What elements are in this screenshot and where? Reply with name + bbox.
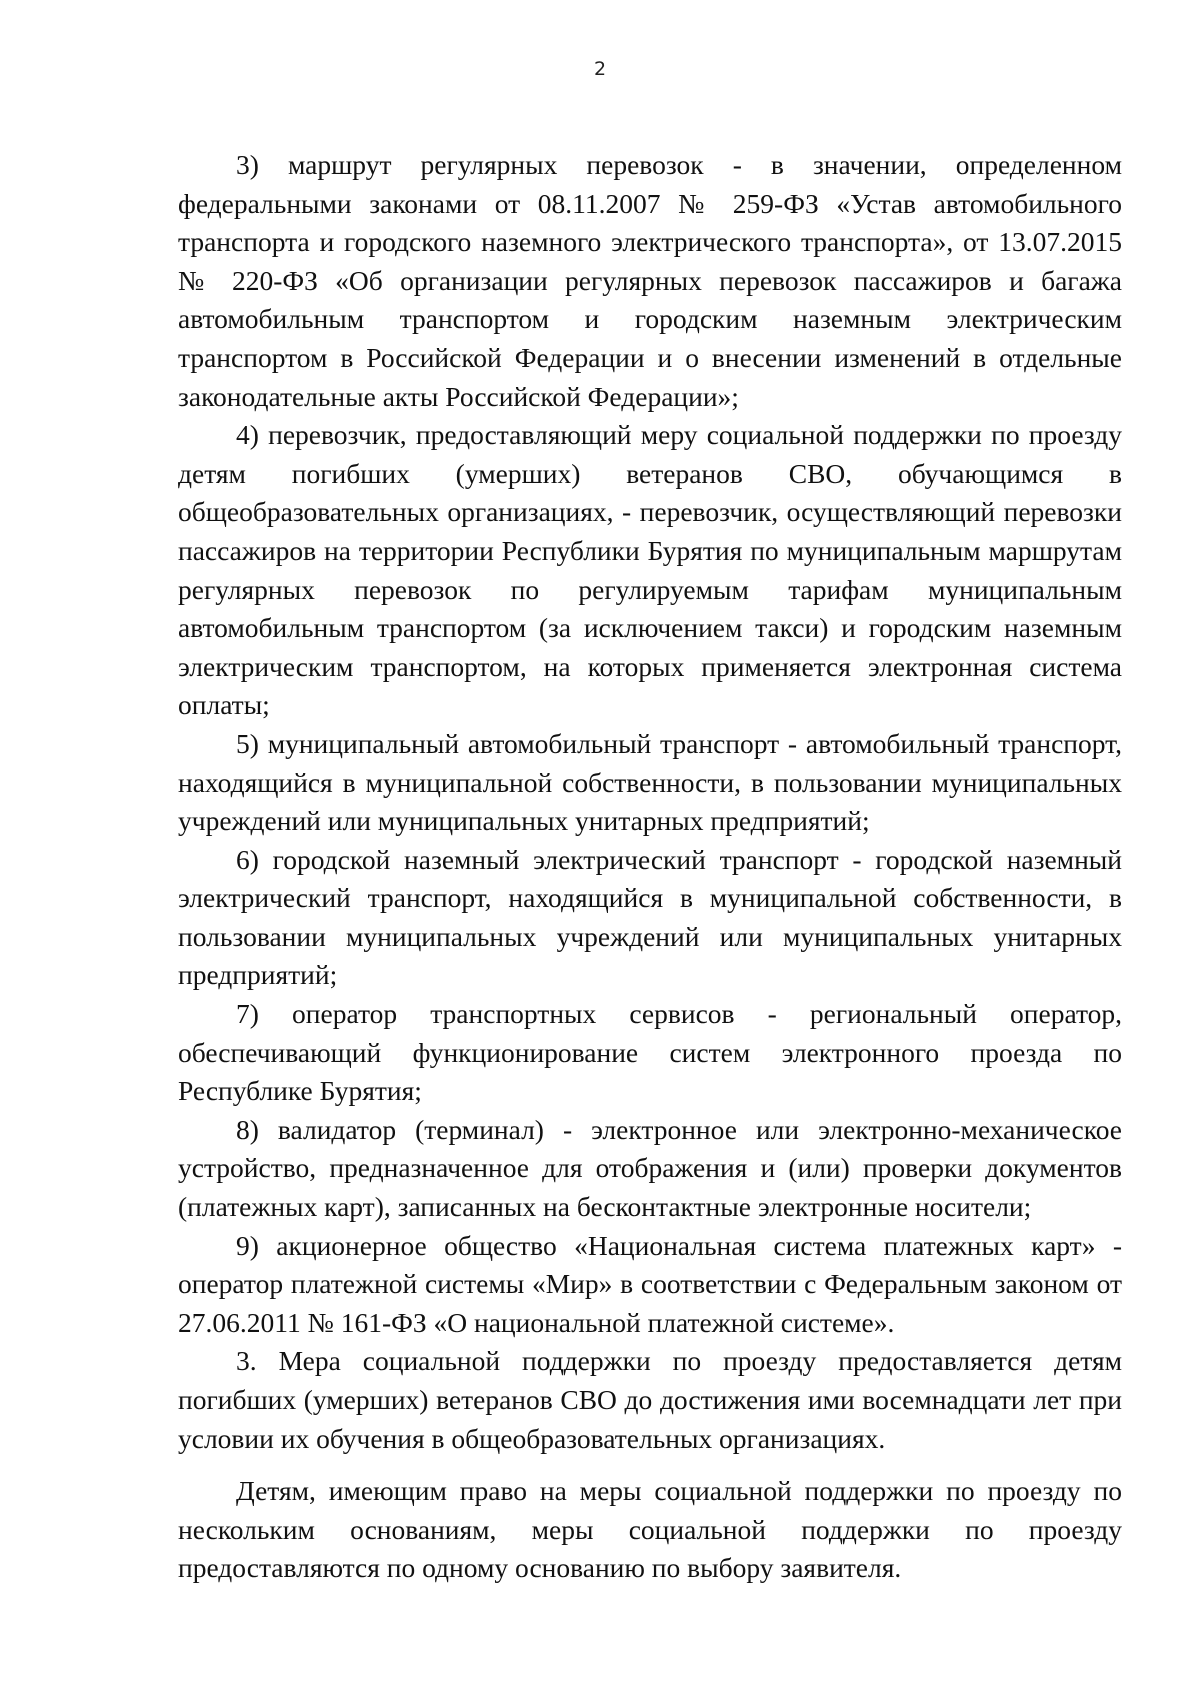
paragraph-item-9: 9) акционерное общество «Национальная система платежных карт» - оператор платежной системы «Мир» в соответствии с Федеральным законом от 27.06.2011 № 161-ФЗ «О национальной платежной системе». xyxy=(178,1229,1122,1338)
paragraph-item-7: 7) оператор транспортных сервисов - региональный оператор, обеспечивающий функционирование систем электронного проезда по Республике Бурятия; xyxy=(178,998,1122,1107)
page-number: 2 xyxy=(593,58,607,80)
paragraph-item-3: 3) маршрут регулярных перевозок - в значении, определенном федеральными законами от 08.11.2007 № 259-ФЗ «Устав автомобильного транспорта и городского наземного электрического транспорта», от 13.07.2015 № 220-ФЗ «Об организации регулярных перевозок пассажиров и багажа автомобильным транспортом и городским наземным электрическим транспортом в Российской Федерации и о внесении изменений в отдельные законодательные акты Российской Федерации»; xyxy=(178,149,1122,412)
paragraph-item-4: 4) перевозчик, предоставляющий меру социальной поддержки по проезду детям погибших (умерших) ветеранов СВО, обучающимся в общеобразовательных организациях, - перевозчик, осуществляющий перевозки пассажиров на территории Республики Бурятия по муниципальным маршрутам регулярных перевозок по регулируемым тарифам муниципальным автомобильным транспортом (за исключением такси) и городским наземным электрическим транспортом, на которых применяется электронная система оплаты; xyxy=(178,419,1122,721)
paragraph-item-5: 5) муниципальный автомобильный транспорт - автомобильный транспорт, находящийся в муниципальной собственности, в пользовании муниципальных учреждений или муниципальных унитарных предприятий; xyxy=(178,727,1122,837)
paragraph-section-3: 3. Мера социальной поддержки по проезду предоставляется детям погибших (умерших) ветеранов СВО до достижения ими восемнадцати лет при условии их обучения в общеобразовательных организациях. xyxy=(178,1345,1122,1454)
paragraph-item-8: 8) валидатор (терминал) - электронное или электронно-механическое устройство, предназначенное для отображения и (или) проверки документов (платежных карт), записанных на бесконтактные электронные носители; xyxy=(178,1113,1122,1223)
paragraph-multiple-grounds: Детям, имеющим право на меры социальной поддержки по проезду по нескольким основаниям, меры социальной поддержки по проезду предоставляются по одному основанию по выбору заявителя. xyxy=(178,1475,1122,1584)
paragraph-item-6: 6) городской наземный электрический транспорт - городской наземный электрический транспорт, находящийся в муниципальной собственности, в пользовании муниципальных учреждений или муниципальных унитарных предприятий; xyxy=(178,843,1122,991)
document-body xyxy=(178,146,1122,1588)
